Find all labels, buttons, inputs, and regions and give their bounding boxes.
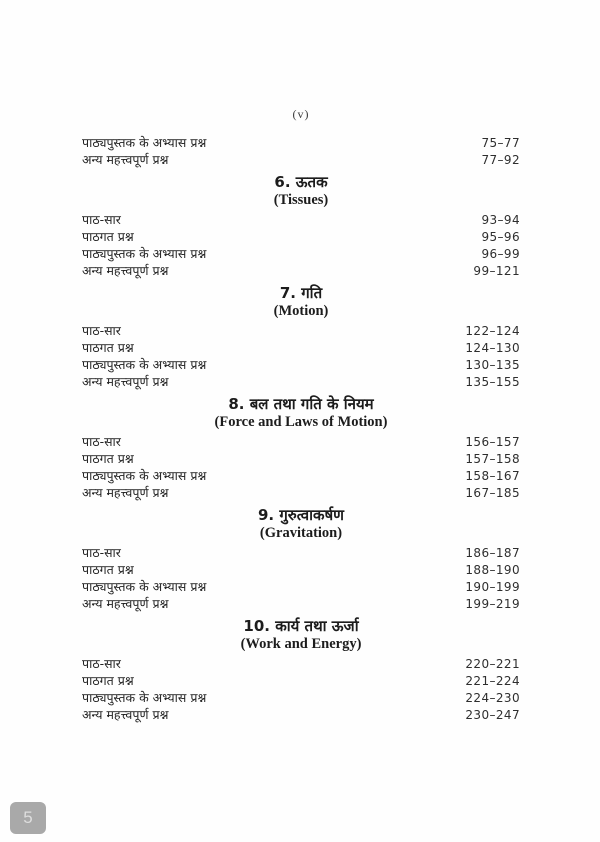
toc-item-pages: 221–224 (465, 674, 520, 688)
toc-row (82, 689, 520, 706)
toc-row (82, 373, 520, 390)
chapter-title-english: (Work and Energy) (240, 636, 362, 652)
toc-row (82, 706, 520, 723)
toc-item-label: पाठ-सार (82, 656, 121, 671)
toc-row (82, 134, 520, 151)
toc-item-label: पाठ्यपुस्तक के अभ्यास प्रश्न (82, 357, 207, 372)
toc-row (82, 561, 520, 578)
chapter-title-english: (Tissues) (273, 192, 329, 208)
chapter-heading (82, 617, 520, 653)
toc-row (82, 467, 520, 484)
toc-item-pages: 220–221 (465, 657, 520, 671)
toc-row (82, 672, 520, 689)
toc-item-label: पाठगत प्रश्न (82, 562, 134, 577)
toc-item-label: पाठ-सार (82, 434, 121, 449)
toc-item-label: पाठ्यपुस्तक के अभ्यास प्रश्न (82, 468, 207, 483)
toc-row (82, 339, 520, 356)
toc-row (82, 245, 520, 262)
toc-item-label: अन्य महत्त्वपूर्ण प्रश्न (82, 152, 169, 167)
toc-item-label: अन्य महत्त्वपूर्ण प्रश्न (82, 374, 169, 389)
folio-label: (v) (292, 107, 310, 121)
toc-item-pages: 95–96 (481, 230, 520, 244)
toc-item-pages: 122–124 (465, 324, 520, 338)
toc-item-pages: 158–167 (465, 469, 520, 483)
chapter-heading (82, 395, 520, 431)
chapter-title-hindi: 6. ऊतक (274, 173, 328, 191)
toc-item-label: अन्य महत्त्वपूर्ण प्रश्न (82, 263, 169, 278)
chapter-title-english: (Motion) (273, 303, 329, 319)
toc-row (82, 228, 520, 245)
toc-row (82, 356, 520, 373)
toc-item-label: अन्य महत्त्वपूर्ण प्रश्न (82, 596, 169, 611)
toc-item-pages: 75–77 (481, 136, 520, 150)
chapter-title-hindi: 9. गुरुत्वाकर्षण (257, 506, 344, 524)
toc-row (82, 450, 520, 467)
toc-item-pages: 130–135 (465, 358, 520, 372)
toc-item-label: पाठ्यपुस्तक के अभ्यास प्रश्न (82, 135, 207, 150)
toc-item-label: पाठ-सार (82, 545, 121, 560)
toc-item-pages: 188–190 (465, 563, 520, 577)
toc-item-pages: 186–187 (465, 546, 520, 560)
toc-item-pages: 96–99 (481, 247, 520, 261)
toc-row (82, 322, 520, 339)
toc-item-pages: 190–199 (465, 580, 520, 594)
toc-item-label: पाठ-सार (82, 212, 121, 227)
toc-item-label: पाठगत प्रश्न (82, 451, 134, 466)
chapter-heading (82, 284, 520, 320)
toc-item-pages: 157–158 (465, 452, 520, 466)
chapter-title-english: (Force and Laws of Motion) (214, 414, 388, 430)
toc-row (82, 151, 520, 168)
chapter-title-hindi: 8. बल तथा गति के नियम (228, 395, 374, 413)
toc-item-label: पाठ-सार (82, 323, 121, 338)
chapter-heading (82, 506, 520, 542)
chapter-title-hindi: 7. गति (279, 284, 323, 302)
page-number-badge: 5 (10, 802, 46, 834)
toc-item-label: पाठ्यपुस्तक के अभ्यास प्रश्न (82, 690, 207, 705)
toc-row (82, 655, 520, 672)
toc-item-label: पाठगत प्रश्न (82, 340, 134, 355)
toc-row (82, 433, 520, 450)
toc-item-label: अन्य महत्त्वपूर्ण प्रश्न (82, 485, 169, 500)
toc-row (82, 262, 520, 279)
toc-content (82, 106, 520, 723)
toc-item-label: अन्य महत्त्वपूर्ण प्रश्न (82, 707, 169, 722)
toc-item-label: पाठगत प्रश्न (82, 229, 134, 244)
toc-item-pages: 230–247 (465, 708, 520, 722)
toc-item-pages: 124–130 (465, 341, 520, 355)
toc-row (82, 211, 520, 228)
toc-item-pages: 167–185 (465, 486, 520, 500)
toc-item-pages: 199–219 (465, 597, 520, 611)
toc-row (82, 484, 520, 501)
toc-item-pages: 77–92 (481, 153, 520, 167)
chapter-heading (82, 173, 520, 209)
chapter-title-english: (Gravitation) (259, 525, 343, 541)
toc-item-pages: 156–157 (465, 435, 520, 449)
toc-item-pages: 135–155 (465, 375, 520, 389)
toc-item-pages: 224–230 (465, 691, 520, 705)
toc-item-pages: 99–121 (473, 264, 520, 278)
toc-row (82, 595, 520, 612)
toc-item-pages: 93–94 (481, 213, 520, 227)
toc-item-label: पाठ्यपुस्तक के अभ्यास प्रश्न (82, 246, 207, 261)
toc-row (82, 544, 520, 561)
chapter-title-hindi: 10. कार्य तथा ऊर्जा (243, 617, 359, 635)
toc-item-label: पाठ्यपुस्तक के अभ्यास प्रश्न (82, 579, 207, 594)
toc-item-label: पाठगत प्रश्न (82, 673, 134, 688)
toc-row (82, 578, 520, 595)
